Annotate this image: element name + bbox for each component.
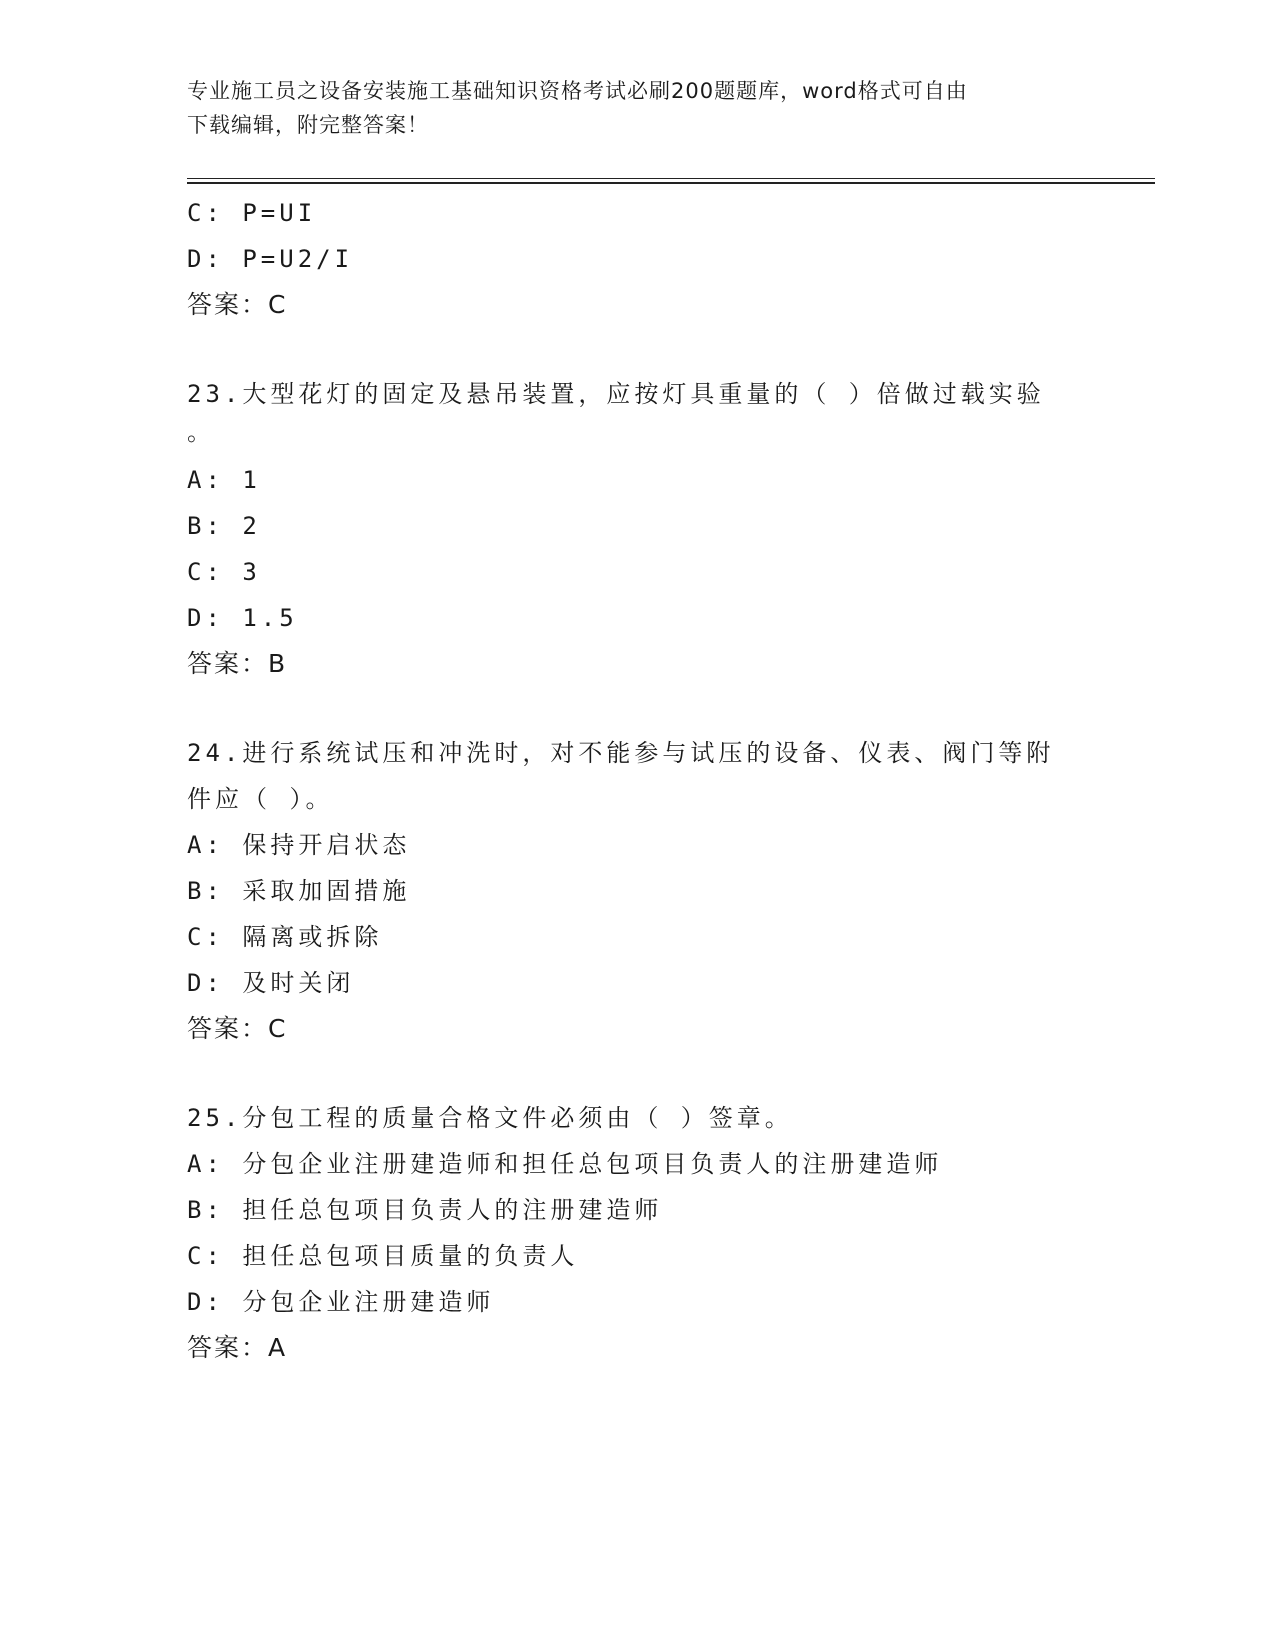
question-23 bbox=[187, 371, 1087, 687]
previous-question-tail bbox=[187, 190, 1087, 328]
header-divider-thick bbox=[187, 182, 1155, 184]
answer-line: 答案：C bbox=[187, 290, 288, 319]
question-25 bbox=[187, 1095, 1087, 1371]
option-d: D: 分包企业注册建造师 bbox=[187, 1288, 495, 1316]
option-c: C: 隔离或拆除 bbox=[187, 923, 383, 951]
option-d: D: P=U2/I bbox=[187, 245, 354, 273]
option-a: A: 保持开启状态 bbox=[187, 831, 411, 859]
option-d: D: 及时关闭 bbox=[187, 969, 355, 997]
header-line-1: 专业施工员之设备安装施工基础知识资格考试必刷200题题库，word格式可自由 bbox=[187, 79, 968, 103]
option-b: B: 2 bbox=[187, 512, 261, 540]
question-text-line: 件应（ ）。 bbox=[187, 785, 334, 813]
option-a: A: 分包企业注册建造师和担任总包项目负责人的注册建造师 bbox=[187, 1150, 943, 1178]
question-content bbox=[187, 190, 1087, 1371]
option-c: C: 担任总包项目质量的负责人 bbox=[187, 1242, 579, 1270]
question-text-line: 24.进行系统试压和冲洗时，对不能参与试压的设备、仪表、阀门等附 bbox=[187, 739, 1055, 767]
header-divider-thin bbox=[187, 178, 1155, 179]
option-a: A: 1 bbox=[187, 466, 261, 494]
option-c: C: 3 bbox=[187, 558, 261, 586]
answer-line: 答案：C bbox=[187, 1014, 288, 1043]
document-header bbox=[187, 74, 1067, 142]
option-b: B: 担任总包项目负责人的注册建造师 bbox=[187, 1196, 663, 1224]
option-c: C: P=UI bbox=[187, 199, 317, 227]
question-text-line: 25.分包工程的质量合格文件必须由（ ）签章。 bbox=[187, 1104, 793, 1132]
question-24 bbox=[187, 730, 1087, 1052]
answer-line: 答案：A bbox=[187, 1333, 288, 1362]
header-line-2: 下载编辑，附完整答案！ bbox=[187, 113, 429, 137]
question-text-line: 。 bbox=[187, 418, 215, 446]
option-b: B: 采取加固措施 bbox=[187, 877, 411, 905]
answer-line: 答案：B bbox=[187, 649, 288, 678]
option-d: D: 1.5 bbox=[187, 604, 298, 632]
question-text-line: 23.大型花灯的固定及悬吊装置，应按灯具重量的（ ）倍做过载实验 bbox=[187, 380, 1045, 408]
